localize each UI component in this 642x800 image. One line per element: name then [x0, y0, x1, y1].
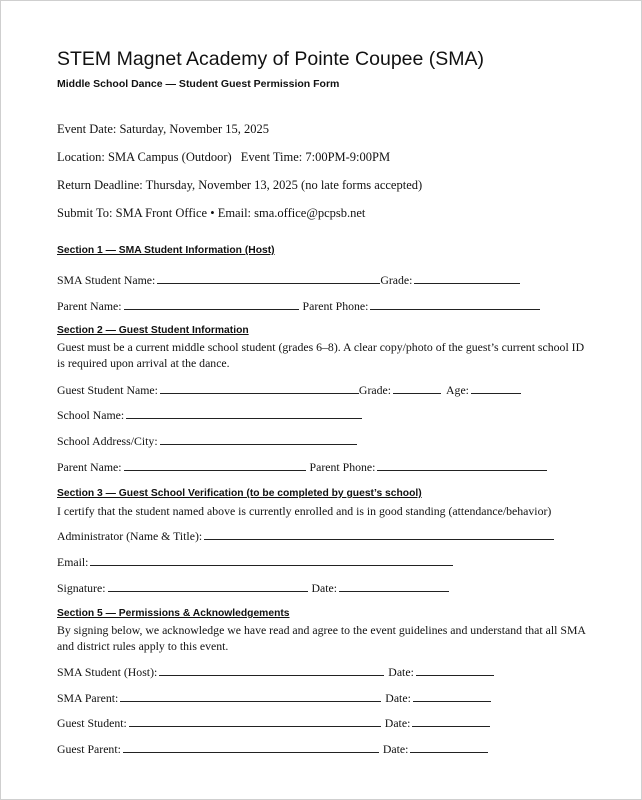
verification-date-field[interactable] — [339, 582, 449, 592]
guest-school-row — [57, 408, 362, 423]
school-name-label: School Name: — [57, 408, 125, 422]
guest-student-row — [57, 383, 521, 398]
sma-student-signature-label: SMA Student (Host): — [57, 665, 158, 679]
form-subtitle: Middle School Dance — Student Guest Permission Form — [57, 78, 340, 90]
sma-grade-field[interactable] — [414, 274, 520, 284]
sma-parent-row — [57, 299, 540, 314]
guest-parent-name-field[interactable] — [124, 461, 306, 471]
school-address-label: School Address/City: — [57, 434, 158, 448]
administrator-field[interactable] — [204, 530, 554, 540]
section-5-heading: Section 5 — Permissions & Acknowledgements — [57, 608, 290, 619]
sma-parent-phone-label: Parent Phone: — [302, 299, 369, 313]
school-name-field[interactable] — [126, 409, 362, 419]
verification-signature-field[interactable] — [108, 582, 308, 592]
section-3-note: I certify that the student named above is currently enrolled and is in good standing (attendance/behavior) — [57, 504, 552, 518]
event-location-time — [57, 150, 390, 165]
guest-school-address-row — [57, 434, 357, 449]
sma-grade-label: Grade: — [380, 273, 413, 287]
sma-student-name-field[interactable] — [157, 274, 380, 284]
guest-grade-field[interactable] — [393, 384, 441, 394]
guest-student-date-label: Date: — [384, 716, 411, 730]
verification-email-field[interactable] — [90, 556, 453, 566]
guest-age-label: Age: — [446, 383, 469, 397]
guest-parent-signature-field[interactable] — [123, 743, 379, 753]
guest-parent-phone-label: Parent Phone: — [309, 460, 376, 474]
sma-parent-signature-label: SMA Parent: — [57, 691, 119, 705]
sma-student-row — [57, 273, 520, 288]
sma-parent-signature-field[interactable] — [120, 692, 381, 702]
guest-student-signature-row — [57, 716, 490, 731]
sma-student-date-field[interactable] — [416, 666, 494, 676]
guest-parent-date-field[interactable] — [410, 743, 488, 753]
administrator-label: Administrator (Name & Title): — [57, 529, 203, 543]
sma-parent-date-label: Date: — [385, 691, 411, 705]
guest-grade-label: Grade: — [358, 383, 392, 397]
sma-parent-name-label: Parent Name: — [57, 299, 122, 313]
sma-student-signature-field[interactable] — [159, 666, 384, 676]
section-3-heading: Section 3 — Guest School Verification (to be completed by guest’s school) — [57, 488, 422, 499]
school-address-field[interactable] — [160, 435, 357, 445]
guest-age-field[interactable] — [471, 384, 521, 394]
verification-email-label: Email: — [57, 555, 89, 569]
sma-parent-phone-field[interactable] — [370, 300, 540, 310]
guest-parent-name-label: Parent Name: — [57, 460, 122, 474]
guest-parent-phone-field[interactable] — [377, 461, 547, 471]
section-5-note: By signing below, we acknowledge we have read and agree to the event guidelines and understand that all SMA and district rules apply to this event. — [57, 623, 586, 653]
section-1-heading: Section 1 — SMA Student Information (Host) — [57, 245, 275, 256]
sma-student-name-label: SMA Student Name: — [57, 273, 156, 287]
sma-student-signature-row — [57, 665, 494, 680]
guest-student-signature-field[interactable] — [129, 717, 381, 727]
sma-parent-signature-row — [57, 691, 491, 706]
verification-email-row — [57, 555, 453, 570]
section-2-heading: Section 2 — Guest Student Information — [57, 325, 249, 336]
guest-name-label: Guest Student Name: — [57, 383, 158, 397]
guest-parent-date-label: Date: — [382, 742, 409, 756]
verification-signature-row — [57, 581, 449, 596]
sma-student-date-label: Date: — [388, 665, 414, 679]
guest-name-field[interactable] — [160, 384, 359, 394]
event-location: Location: SMA Campus (Outdoor) — [57, 150, 232, 164]
section-2-note: Guest must be a current middle school student (grades 6–8). A clear copy/photo of the guest’s current school ID is required upon arrival at the dance. — [57, 340, 585, 370]
guest-student-date-field[interactable] — [412, 717, 490, 727]
verification-date-label: Date: — [311, 581, 338, 595]
administrator-row — [57, 529, 554, 544]
return-deadline: Return Deadline: Thursday, November 13, 2025 (no late forms accepted) — [57, 178, 423, 192]
verification-signature-label: Signature: — [57, 581, 106, 595]
school-title: STEM Magnet Academy of Pointe Coupee (SMA) — [57, 48, 485, 70]
sma-parent-date-field[interactable] — [413, 692, 491, 702]
guest-student-signature-label: Guest Student: — [57, 716, 127, 730]
sma-parent-name-field[interactable] — [124, 300, 299, 310]
event-date: Event Date: Saturday, November 15, 2025 — [57, 122, 269, 136]
guest-parent-row — [57, 460, 547, 475]
guest-parent-signature-label: Guest Parent: — [57, 742, 121, 756]
guest-parent-signature-row — [57, 742, 488, 757]
event-time: Event Time: 7:00PM-9:00PM — [240, 150, 391, 164]
submit-to: Submit To: SMA Front Office • Email: sma.office@pcpsb.net — [57, 206, 366, 220]
